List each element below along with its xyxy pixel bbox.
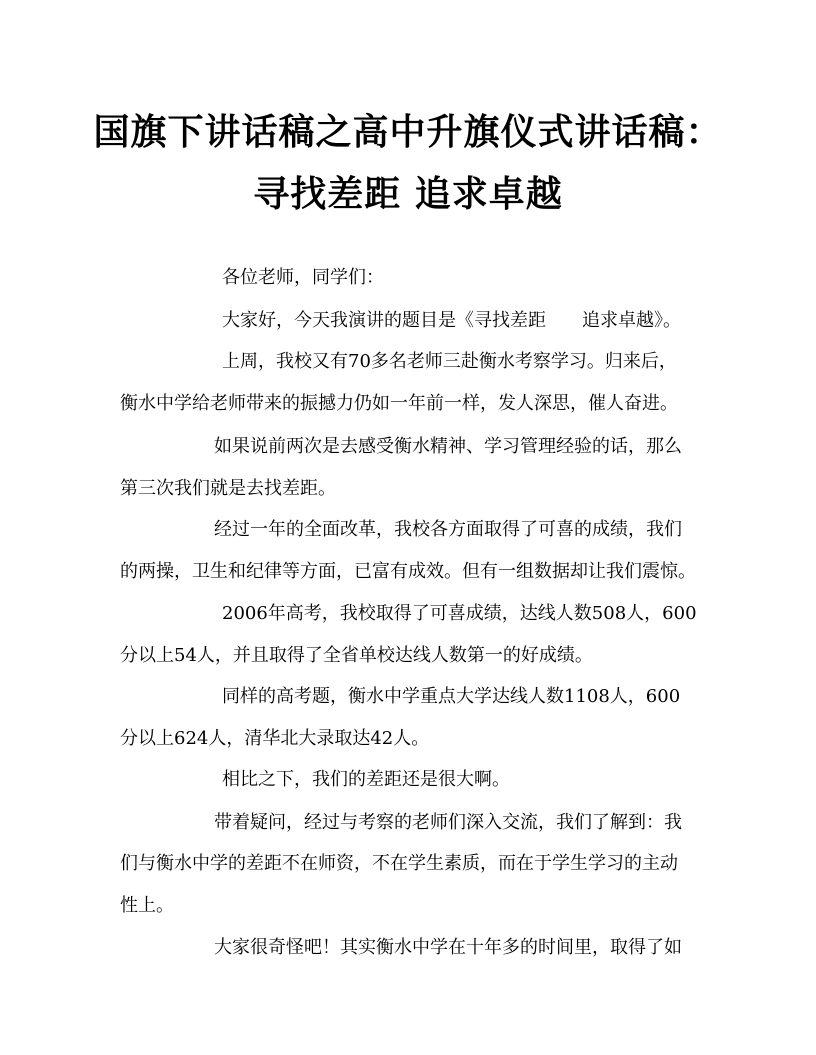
paragraph-line: 上周，我校又有70多名老师三赴衡水考察学习。归来后， — [222, 351, 677, 372]
paragraph-line: 同样的高考题，衡水中学重点大学达线人数1108人，600 — [222, 686, 681, 707]
paragraph-line: 的两操，卫生和纪律等方面，已富有成效。但有一组数据却让我们震惊。 — [120, 561, 696, 582]
document-title-line-1: 国旗下讲话稿之高中升旗仪式讲话稿： — [93, 111, 723, 153]
paragraph-line: 经过一年的全面改革，我校各方面取得了可喜的成绩，我们 — [214, 519, 682, 540]
paragraph-line: 分以上54人，并且取得了全省单校达线人数第一的好成绩。 — [120, 645, 593, 666]
document-title-line-2: 寻找差距 追求卓越 — [253, 173, 563, 215]
paragraph-line: 带着疑问，经过与考察的老师们深入交流，我们了解到：我 — [214, 812, 682, 833]
paragraph-line: 们与衡水中学的差距不在师资，不在学生素质，而在于学生学习的主动 — [120, 853, 678, 874]
paragraph-greeting: 各位老师，同学们： — [222, 267, 384, 288]
paragraph-line: 衡水中学给老师带来的振撼力仍如一年前一样，发人深思，催人奋进。 — [120, 393, 678, 414]
paragraph-line: 大家好，今天我演讲的题目是《寻找差距 追求卓越》。 — [222, 310, 681, 331]
paragraph-line: 第三次我们就是去找差距。 — [120, 478, 336, 499]
paragraph-line: 分以上624人，清华北大录取达42人。 — [120, 728, 430, 749]
paragraph-line: 大家很奇怪吧！其实衡水中学在十年多的时间里，取得了如 — [214, 937, 682, 958]
paragraph-line: 性上。 — [120, 895, 174, 916]
paragraph-line: 相比之下，我们的差距还是很大啊。 — [222, 769, 510, 790]
paragraph-line: 如果说前两次是去感受衡水精神、学习管理经验的话，那么 — [214, 436, 682, 457]
paragraph-line: 2006年高考，我校取得了可喜成绩，达线人数508人，600 — [222, 603, 697, 624]
